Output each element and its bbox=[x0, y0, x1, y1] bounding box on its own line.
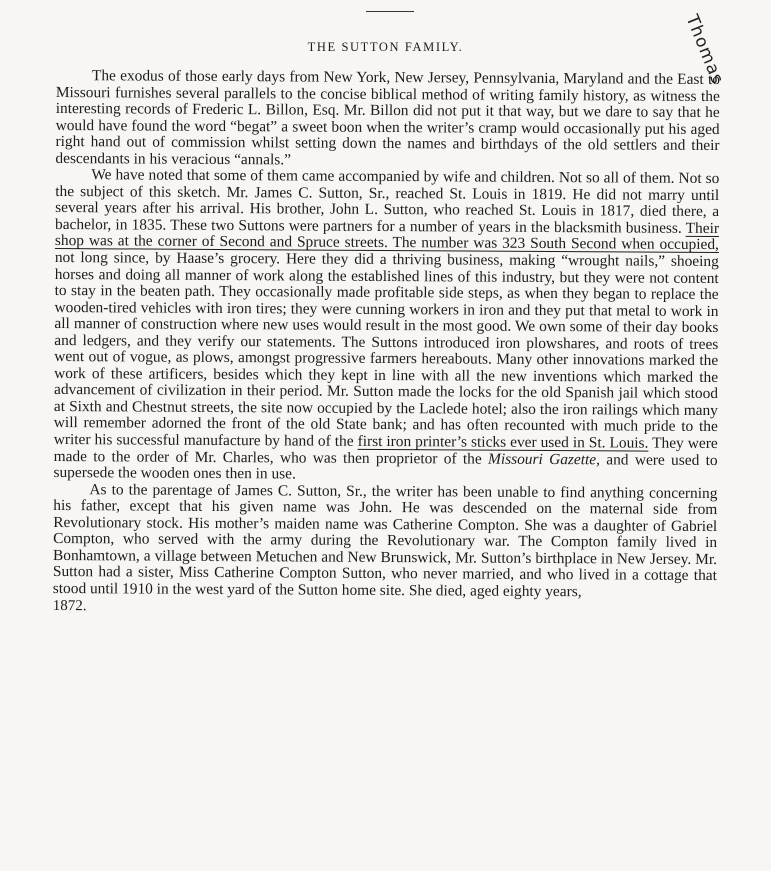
paragraph-3-year: 1872. bbox=[52, 597, 87, 614]
paragraph-3 bbox=[53, 482, 718, 618]
paragraph-2-text-b: not long since, by Haase’s grocery. Here they did a thriving business, making “wrought nails,” shoeing horses and doing all manner of work along the established lines of this industry, but they were not content to stay in the beaten path. They occasionally made profitable side steps, as when they began to replace the wooden-tired vehicles with iron tires; they were cunning workers in iron and they put that metal to work in all manner of construction where new uses would result in the most good. We own some of their day books and ledgers, and they verify our statements. The Suttons introduced iron plowshares, and roots of trees went out of vogue, as plows, amongst progressive farmers hereabouts. Many other innovations marked the work of these artificers, besides which they kept in line with all the new inventions which marked the advancement of civilization in their period. Mr. Sutton made the locks for the old Spanish jail which stood at Sixth and Chestnut streets, the site now occupied by the Laclede hotel; also the iron railings which many will remember adorned the front of the old State bank; and has often recounted with much pride to the writer his successful manufacture by hand of the bbox=[53, 249, 719, 450]
handwritten-note: Thomas bbox=[681, 12, 728, 88]
paragraph-3-text: As to the parentage of James C. Sutton, Sr., the writer has been unable to find anything concerning his father, except that his given name was John. He was descended on the maternal side from Revolutionary stock. His mother’s maiden name was Catherine Compton. She was a daughter of Gabriel Compton, who served with the army during the Revolutionary war. The Compton family lived in Bonhamtown, a village between Metuchen and New Brunswick, Mr. Sutton’s birthplace in New Jersey. Mr. Sutton had a sister, Miss Catherine Compton Sutton, who never married, and who lived in a cottage that stood until 1910 in the west yard of the Sutton home site. She died, aged eighty years, bbox=[52, 480, 718, 601]
paragraph-2-text-a: We have noted that some of them came accompanied by wife and children. Not so all of them. Not so the subject of this sketch. Mr. James C. Sutton, Sr., reached St. Louis in 1819. He did not marry until several years after his arrival. His brother, John L. Sutton, who reached St. Louis in 1817, died there, a bachelor, in 1835. These two Suttons were partners for a number of years in the blacksmith business. bbox=[54, 166, 720, 237]
paragraph-1-text: The exodus of those early days from New York, New Jersey, Pennsylvania, Maryland and the East to Missouri furnishes several parallels to the concise biblical method of writing family history, as witness the interesting records of Frederic L. Billon, Esq. Mr. Billon did not put it that way, but we dare to say that he would have found the word “begat” a sweet boon when the writer’s cramp would occasionally put his aged right hand out of commission whilst setting down the names and birthdays of the old settlers and their descendants in his veracious “annals.” bbox=[55, 67, 720, 169]
page-title: THE SUTTON FAMILY. bbox=[307, 40, 464, 54]
paragraph-2-text-d: and were used to supersede the wooden ones then in use. bbox=[53, 450, 718, 483]
paragraph-2-text-c: They were made to the order of Mr. Charles, who was then proprietor of the bbox=[53, 434, 718, 468]
paragraph-1 bbox=[55, 68, 720, 171]
article-body bbox=[53, 68, 720, 618]
paragraph-2 bbox=[53, 167, 719, 485]
underlined-shop-location: Their shop was at the corner of Second and Spruce streets. The number was 323 South Second when occupied, bbox=[54, 219, 720, 254]
header-rule bbox=[366, 11, 414, 12]
newspaper-name: Missouri Gazette, bbox=[488, 450, 601, 468]
underlined-printer-sticks: first iron printer’s sticks ever used in St. Louis. bbox=[357, 432, 649, 452]
